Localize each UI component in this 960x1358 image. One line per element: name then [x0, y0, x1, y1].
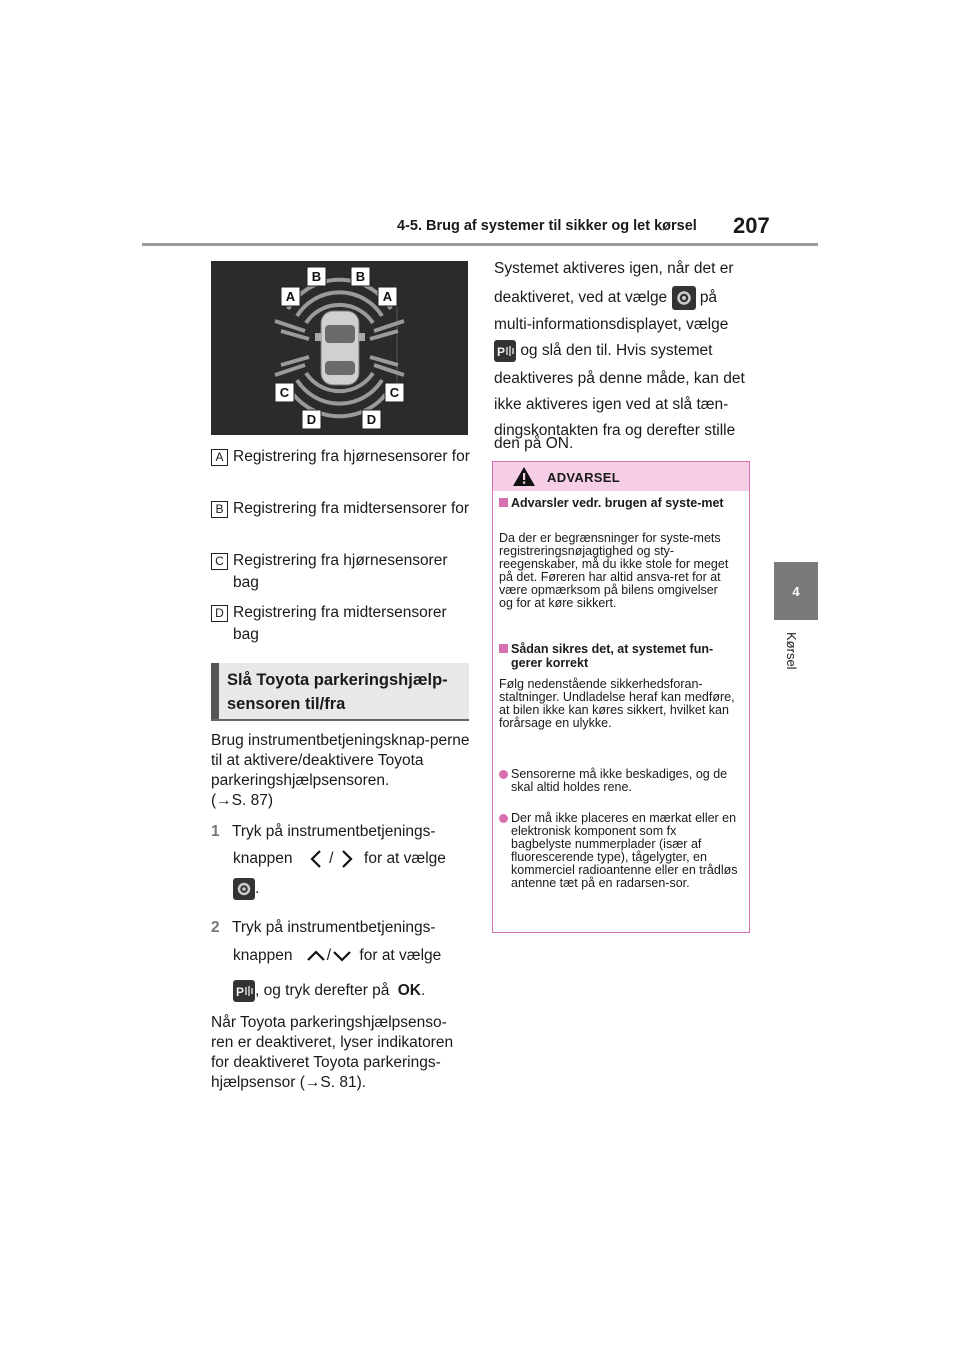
right-line: deaktiveres på denne måde, kan det — [494, 370, 745, 387]
legend-text: Registrering fra midtersensorer bag — [233, 604, 447, 643]
label-a-right: A — [382, 289, 393, 304]
parking-sensor-icon — [494, 340, 516, 362]
step-number: 1 — [211, 823, 220, 840]
chevron-right-icon — [338, 848, 356, 870]
warning-paragraph — [499, 532, 739, 610]
slash: / — [329, 850, 334, 868]
chevron-left-icon — [307, 848, 325, 870]
chapter-label: Kørsel — [784, 632, 799, 670]
warning-title: ADVARSEL — [547, 470, 620, 485]
warning-box — [492, 461, 750, 933]
intro-body: Brug instrumentbetjeningsknap-perne til at aktivere/deaktivere Toyota parkeringshjælpsensoren. — [211, 732, 470, 789]
step-text: knappen — [233, 850, 293, 868]
step-text: Tryk på instrumentbetjenings- — [231, 823, 436, 840]
legend-text: Registrering fra midtersensorer for — [233, 500, 470, 517]
right-line: ikke aktiveres igen ved at slå tæn- — [494, 396, 729, 413]
step-text: knappen — [233, 947, 293, 964]
sensor-diagram — [211, 261, 468, 435]
square-bullet-icon — [499, 644, 508, 653]
label-a-left: A — [285, 289, 296, 304]
step-text-end: . — [420, 982, 426, 1000]
label-b-right: B — [355, 269, 366, 284]
chapter-tab — [774, 562, 818, 620]
circle-bullet-icon — [499, 770, 508, 779]
step-1 — [211, 822, 471, 842]
legend-item — [211, 550, 471, 596]
legend-item — [211, 602, 471, 648]
label-d-left: D — [306, 412, 317, 427]
label-c-right: C — [389, 385, 400, 400]
ok-icon: OK — [397, 982, 421, 1000]
intro-reference: (→S. 87) — [211, 792, 274, 809]
page-number: 207 — [733, 213, 770, 238]
label-c-left: C — [279, 385, 290, 400]
legend-item — [211, 498, 471, 544]
car-icon — [315, 311, 365, 385]
label-d-right: D — [366, 412, 377, 427]
indicator-note: Når Toyota parkeringshjælpsenso-ren er deaktiveret, lyser indikatoren for deaktiveret Toyota parkerings-hjælpsensor (→S. 81). — [211, 1014, 454, 1091]
warning-paragraph-text: Følg nedenstående sikkerhedsforan-staltninger. Undladelse heraf kan medføre, at bilen ikke kan køres sikkert, hvilket kan forårsage en ulykke. — [499, 677, 735, 730]
gear-icon — [672, 286, 696, 310]
right-line: Systemet aktiveres igen, når det er — [494, 260, 734, 277]
parking-sensor-icon — [233, 980, 255, 1002]
square-bullet-icon — [499, 498, 508, 507]
right-line — [494, 337, 754, 364]
step-1-line-2 — [233, 848, 473, 870]
right-text: på — [699, 289, 718, 306]
gear-icon — [233, 878, 255, 900]
step-number: 2 — [211, 919, 220, 936]
step-2-line-3 — [233, 980, 473, 1002]
legend-text: Registrering fra hjørnesensorer for — [233, 448, 470, 465]
chevron-down-icon — [331, 948, 353, 964]
chapter-number: 4 — [792, 583, 800, 599]
warning-paragraph-text: Da der er begrænsninger for syste-mets registreringsnøjagtighed og sty-reegenskaber, må du ikke stole for meget på det. Føreren har altid ansva-ret for at være opmærksom på bilens omgivelser og for at køre sikkert. — [499, 531, 729, 610]
right-text: deaktiveret, ved at vælge — [494, 289, 668, 306]
step-text: for at vælge — [364, 850, 446, 868]
warning-bullet-text: Sensorerne må ikke beskadiges, og de skal altid holdes rene. — [511, 767, 728, 794]
warning-paragraph — [499, 678, 739, 730]
right-line — [494, 284, 754, 311]
legend-tag: B — [211, 501, 228, 518]
step-text: , og tryk derefter på — [255, 982, 390, 1000]
section-heading — [211, 663, 469, 721]
right-line: dingskontakten fra og derefter stille — [494, 422, 736, 439]
warning-triangle-icon — [512, 466, 536, 487]
right-text: og slå den til. Hvis systemet — [520, 342, 713, 359]
legend-tag: A — [211, 449, 228, 466]
svg-text:P: P — [497, 344, 506, 359]
circle-bullet-icon — [499, 814, 508, 823]
section-heading-text: Slå Toyota parkeringshjælp-sensoren til/fra — [227, 671, 448, 713]
header-rule — [142, 243, 818, 246]
warning-subheading-text: Advarsler vedr. brugen af syste-met — [511, 496, 724, 510]
heading-accent-bar — [211, 663, 219, 719]
section-title: 4-5. Brug af systemer til sikker og let kørsel — [397, 218, 697, 234]
legend-tag: D — [211, 605, 228, 622]
sensor-diagram-graphic — [211, 261, 468, 435]
legend-text: Registrering fra hjørnesensorer bag — [233, 552, 448, 591]
step-text: Tryk på instrumentbetjenings- — [231, 919, 436, 936]
intro-text — [211, 731, 471, 811]
warning-subheading-text: Sådan sikres det, at systemet fun-gerer korrekt — [511, 642, 714, 670]
right-line: den på ON. — [494, 435, 574, 452]
step-2-line-2 — [233, 946, 473, 966]
warning-bullet-text: Der må ikke placeres en mærkat eller en elektronisk komponent som fx bagbelyste nummerplader (især af fluorescerende type), tågelygter, en kommerciel radioantenne eller en trådløs antenne tæt på en radarsen-sor. — [511, 811, 738, 890]
slash: / — [326, 947, 332, 964]
right-line: multi-informationsdisplayet, vælge — [494, 316, 729, 333]
warning-header — [493, 462, 749, 491]
legend-item — [211, 446, 471, 492]
step-1-line-3 — [233, 878, 293, 900]
chevron-up-icon — [305, 948, 327, 964]
step-text-end: . — [255, 880, 260, 898]
step-2 — [211, 918, 471, 938]
legend-tag: C — [211, 553, 228, 570]
label-b-left: B — [311, 269, 322, 284]
step-text: for at vælge — [359, 947, 442, 964]
svg-text:P: P — [236, 985, 245, 999]
